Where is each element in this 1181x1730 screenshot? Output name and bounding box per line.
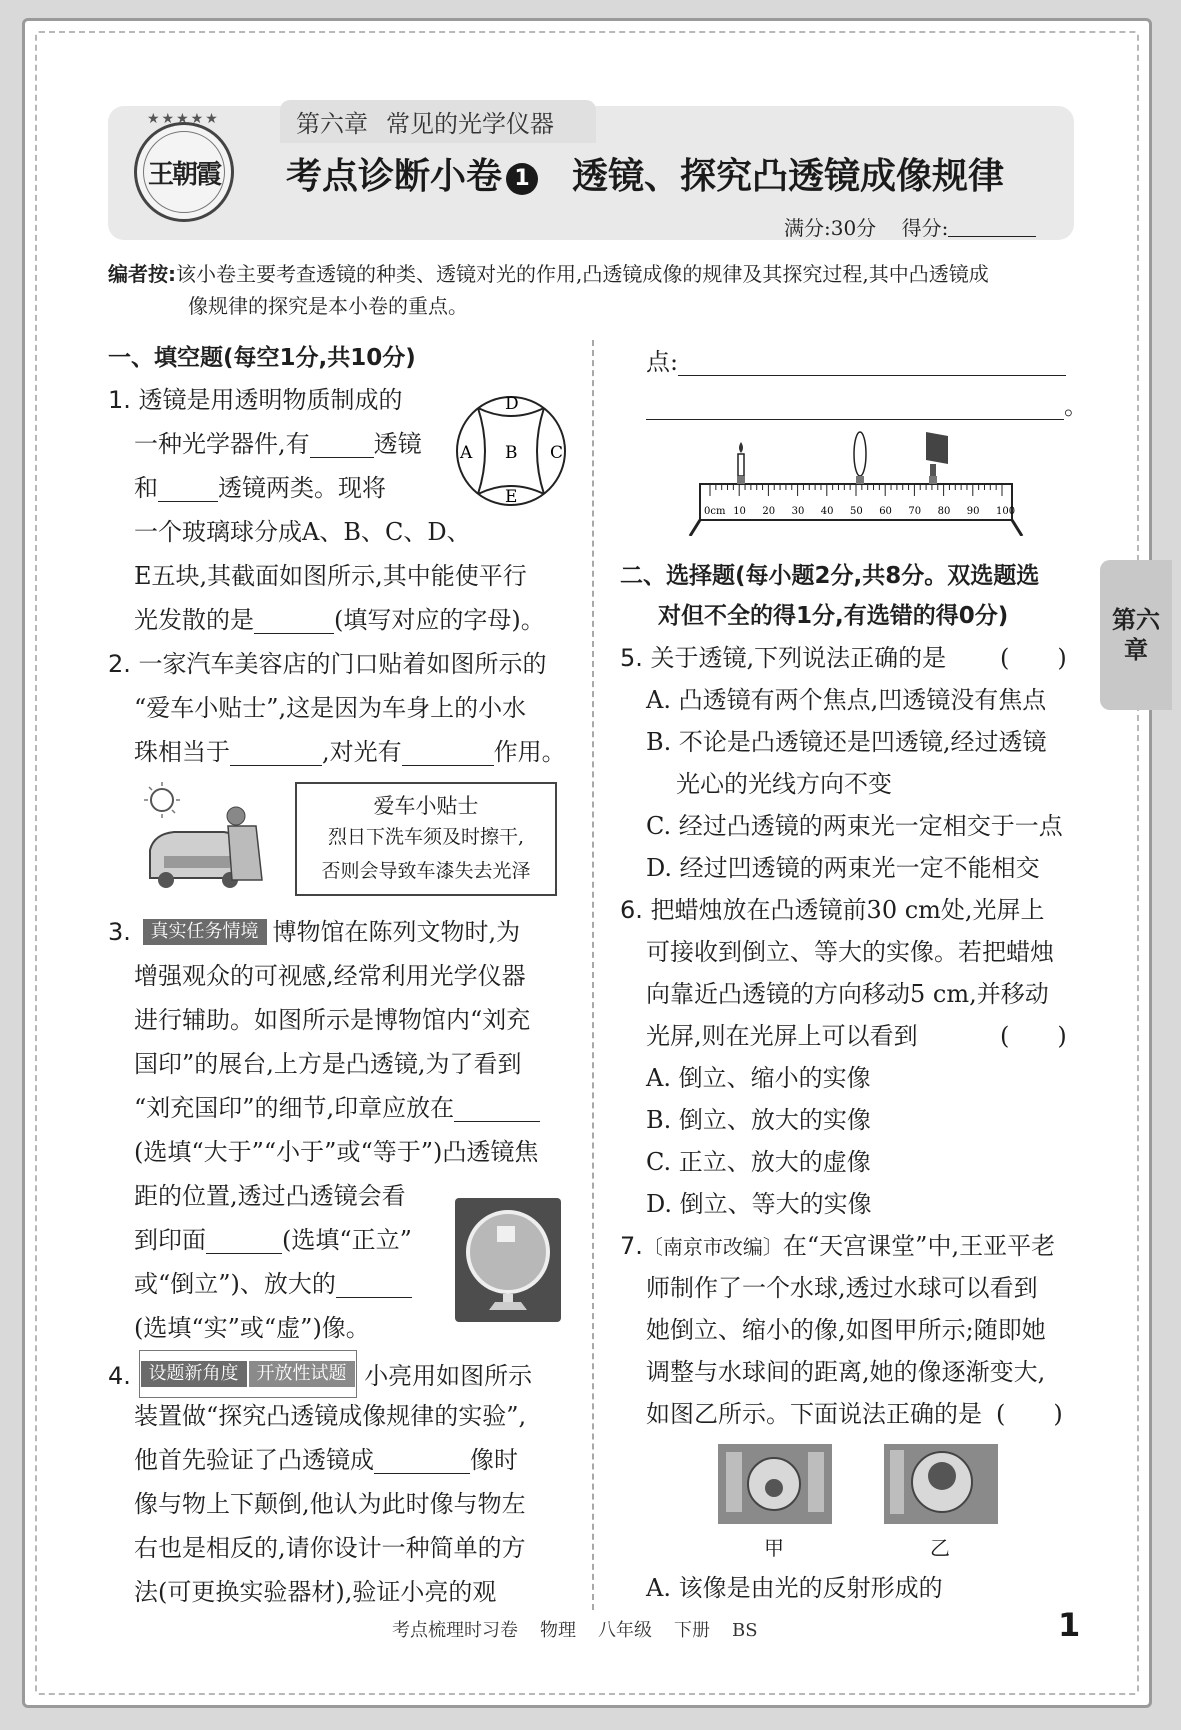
q2-line3 <box>134 730 566 774</box>
q4-right-line2 <box>646 384 1088 428</box>
full-score: 满分:30分 <box>784 216 877 240</box>
q4-line3 <box>134 1438 518 1482</box>
q4-number: 4. <box>108 1362 131 1390</box>
ruler-tick-label: 60 <box>879 506 892 517</box>
ruler-tick-label: 20 <box>762 506 776 517</box>
q1-text2b: 透镜 <box>373 430 422 458</box>
brand-logo <box>134 111 234 222</box>
optical-bench-diagram <box>686 424 1026 536</box>
q2-blank2[interactable] <box>402 736 494 766</box>
candle-icon <box>738 454 744 476</box>
side-tab-line1: 第六 <box>1112 606 1160 634</box>
label-a: A <box>460 443 473 463</box>
q4-tags <box>139 1350 357 1398</box>
q2-text3b: ,对光有 <box>322 738 402 766</box>
water-ball-photo-b <box>884 1444 998 1524</box>
q5-answer-paren[interactable]: ( ) <box>1000 644 1067 672</box>
chapter-side-tab[interactable] <box>1100 560 1172 710</box>
flame-icon <box>739 442 743 453</box>
water-ball-photo-a <box>718 1444 832 1524</box>
q4-right-line1 <box>646 340 1066 384</box>
q6-line4: 光屏,则在光屏上可以看到 <box>646 1022 918 1050</box>
q5-option-b-cont: 光心的光线方向不变 <box>676 770 892 798</box>
q1-blank2[interactable] <box>158 472 218 502</box>
editor-note-line1: 该小卷主要考查透镜的种类、透镜对光的作用,凸透镜成像的规律及其探究过程,其中凸透镜成 <box>176 262 989 286</box>
q6-line2: 可接收到倒立、等大的实像。若把蜡烛 <box>646 938 1054 966</box>
q2-text3a: 珠相当于 <box>134 738 230 766</box>
quiz-title-topic: 透镜、探究凸透镜成像规律 <box>572 156 1005 197</box>
q5-option-c[interactable]: C. 经过凸透镜的两束光一定相交于一点 <box>646 812 1063 840</box>
q4-text-r1: 点: <box>646 348 679 376</box>
side-tab-line2: 章 <box>1124 636 1148 664</box>
convex-lens-icon <box>854 432 866 476</box>
q1-text6a: 光发散的是 <box>134 606 254 634</box>
q3-text1: 博物馆在陈列文物时,为 <box>272 918 521 946</box>
q4-tag1: 设题新角度 <box>141 1361 247 1387</box>
q3-line5 <box>134 1086 540 1130</box>
astronaut-image-b <box>884 1444 998 1524</box>
q3-line2: 增强观众的可视感,经常利用光学仪器 <box>134 962 526 990</box>
footer-volume: 下册 <box>674 1620 710 1641</box>
q7-line4: 调整与水球间的距离,她的像逐渐变大, <box>646 1358 1046 1386</box>
q6-option-d[interactable]: D. 倒立、等大的实像 <box>646 1190 872 1218</box>
editor-note-label: 编者按: <box>108 262 176 286</box>
q1-text3a: 和 <box>134 474 158 502</box>
q3-blank2[interactable] <box>206 1224 282 1254</box>
page-title <box>286 148 1004 199</box>
q5-stem <box>620 636 946 680</box>
q4-line2: 装置做“探究凸透镜成像规律的实验”, <box>134 1402 527 1430</box>
q6-line1 <box>620 888 1045 932</box>
logo-text: 王朝霞 <box>147 159 220 190</box>
q4-text3a: 他首先验证了凸透镜成 <box>134 1446 374 1474</box>
tip-title: 爱车小贴士 <box>373 794 479 818</box>
q5-option-d[interactable]: D. 经过凹透镜的两束光一定不能相交 <box>646 854 1040 882</box>
ruler-tick-label: 40 <box>820 506 834 517</box>
score-label: 得分: <box>901 216 949 240</box>
museum-seal-photo <box>455 1198 561 1322</box>
q7-number: 7. <box>620 1232 643 1260</box>
q3-blank3[interactable] <box>336 1268 412 1298</box>
q3-tag: 真实任务情境 <box>143 919 267 945</box>
quiz-title-prefix: 考点诊断小卷 <box>286 156 503 197</box>
q1-line4: 一个玻璃球分成A、B、C、D、 <box>134 518 471 546</box>
q6-option-a[interactable]: A. 倒立、缩小的实像 <box>646 1064 871 1092</box>
q4-text-r2end: 。 <box>1064 392 1088 420</box>
q6-option-c[interactable]: C. 正立、放大的虚像 <box>646 1148 871 1176</box>
q1-line1 <box>108 378 403 422</box>
ruler-tick-label: 50 <box>850 506 863 517</box>
q1-text6b: (填写对应的字母)。 <box>334 606 545 634</box>
ruler-tick-label: 0cm <box>704 506 726 517</box>
page-footer <box>392 1616 780 1642</box>
astronaut-image-a <box>718 1444 832 1524</box>
editor-note-line2: 像规律的探究是本小卷的重点。 <box>188 294 468 318</box>
q1-line5: E五块,其截面如图所示,其中能使平行 <box>134 562 527 590</box>
q3-text9a: 或“倒立”)、放大的 <box>134 1270 336 1298</box>
q2-line2: “爱车小贴士”,这是因为车身上的小水 <box>134 694 527 722</box>
q1-text3b: 透镜两类。现将 <box>218 474 386 502</box>
ruler-tick-label: 10 <box>733 506 746 517</box>
footer-grade: 八年级 <box>598 1620 652 1641</box>
label-b: B <box>505 443 518 463</box>
page-number: 1 <box>1058 1606 1081 1644</box>
car-washing-illustration <box>140 780 270 892</box>
q1-text2a: 一种光学器件,有 <box>134 430 310 458</box>
q3-text8b: (选填“正立” <box>282 1226 412 1254</box>
score-blank[interactable] <box>948 219 1036 237</box>
section1-title: 一、填空题(每空1分,共10分) <box>108 345 416 371</box>
q4-line5: 右也是相反的,请你设计一种简单的方 <box>134 1534 526 1562</box>
q3-line8 <box>134 1218 412 1262</box>
q5-option-b[interactable]: B. 不论是凸透镜还是凹透镜,经过透镜 <box>646 728 1047 756</box>
q6-text1: 把蜡烛放在凸透镜前30 cm处,光屏上 <box>650 896 1045 924</box>
ruler-tick-label: 90 <box>966 506 980 517</box>
q2-number: 2. <box>108 650 131 678</box>
q3-number: 3. <box>108 918 131 946</box>
q3-line6: (选填“大于”“小于”或“等于”)凸透镜焦 <box>134 1138 539 1166</box>
label-d: D <box>505 394 519 414</box>
q3-text5: “刘充国印”的细节,印章应放在 <box>134 1094 455 1122</box>
magnifier-icon <box>455 1198 561 1322</box>
ruler-tick-label: 30 <box>791 506 805 517</box>
q4-answer-blank1[interactable] <box>678 346 1066 376</box>
q6-line3: 向靠近凸透镜的方向移动5 cm,并移动 <box>646 980 1049 1008</box>
light-screen-icon <box>926 432 948 464</box>
label-e: E <box>505 487 518 507</box>
q5-option-a[interactable]: A. 凸透镜有两个焦点,凹透镜没有焦点 <box>646 686 1047 714</box>
q5-number: 5. <box>620 644 643 672</box>
q7-line2: 师制作了一个水球,透过水球可以看到 <box>646 1274 1038 1302</box>
q6-answer-paren[interactable]: ( ) <box>1000 1022 1067 1050</box>
q7-line1 <box>620 1224 1055 1269</box>
q4-line6: 法(可更换实验器材),验证小亮的观 <box>134 1578 497 1606</box>
q7-line3: 她倒立、缩小的像,如图甲所示;随即她 <box>646 1316 1046 1344</box>
q1-line6 <box>134 598 545 642</box>
q1-line2 <box>134 422 422 466</box>
editor-note <box>108 258 1078 322</box>
footer-subject: 物理 <box>540 1620 576 1641</box>
q3-line9 <box>134 1262 412 1306</box>
column-divider <box>592 340 594 1610</box>
q6-number: 6. <box>620 896 643 924</box>
q1-blank3[interactable] <box>254 604 334 634</box>
chapter-tab <box>280 100 596 143</box>
q2-text1: 一家汽车美容店的门口贴着如图所示的 <box>138 650 547 678</box>
q7-source: 〔南京市改编〕 <box>642 1235 783 1259</box>
ruler-tick-label: 80 <box>937 506 951 517</box>
q3-line10: (选填“实”或“虚”)像。 <box>134 1314 370 1342</box>
ruler-tick-label: 100 <box>996 506 1016 517</box>
section2-title-line2: 对但不全的得1分,有选错的得0分) <box>658 603 1009 629</box>
q3-line7: 距的位置,透过凸透镜会看 <box>134 1182 406 1210</box>
q4-answer-blank2[interactable] <box>646 390 1064 420</box>
q4-text3b: 像时 <box>470 1446 518 1474</box>
q3-text8a: 到印面 <box>134 1226 206 1254</box>
logo-stars-icon: ★★★★★ <box>147 111 220 127</box>
footer-edition: BS <box>732 1620 758 1641</box>
q2-text3c: 作用。 <box>493 738 566 766</box>
q7-line5: 如图乙所示。下面说法正确的是 <box>646 1400 982 1428</box>
q7-text1: 在“天宫课堂”中,王亚平老 <box>782 1232 1056 1260</box>
q7-answer-paren[interactable]: ( ) <box>996 1400 1063 1428</box>
section2-title-line1: 二、选择题(每小题2分,共8分。双选题选 <box>620 563 1040 589</box>
q4-line4: 像与物上下颠倒,他认为此时像与物左 <box>134 1490 526 1518</box>
q1-line3 <box>134 466 386 510</box>
q3-blank1[interactable] <box>454 1092 540 1122</box>
footer-book: 考点梳理时习卷 <box>392 1620 518 1641</box>
tip-line2: 否则会导致车漆失去光泽 <box>321 860 531 882</box>
q4-line1 <box>108 1350 532 1398</box>
q4-blank1[interactable] <box>374 1444 470 1474</box>
car-tip-poster <box>295 782 557 896</box>
q2-blank1[interactable] <box>230 736 322 766</box>
caption-yi: 乙 <box>930 1536 950 1560</box>
q4-tag2: 开放性试题 <box>249 1361 355 1387</box>
glass-ball-diagram <box>452 394 570 508</box>
q2-line1 <box>108 642 547 686</box>
q3-line3: 进行辅助。如图所示是博物馆内“刘充 <box>134 1006 531 1034</box>
tip-line1: 烈日下洗车须及时擦干, <box>327 826 525 848</box>
q3-line4: 国印”的展台,上方是凸透镜,为了看到 <box>134 1050 522 1078</box>
score-line <box>784 212 1036 241</box>
q3-line1 <box>108 910 520 954</box>
q1-number: 1. <box>108 386 131 414</box>
q5-text: 关于透镜,下列说法正确的是 <box>650 644 947 672</box>
q1-blank1[interactable] <box>310 428 374 458</box>
q4-text1: 小亮用如图所示 <box>364 1362 533 1390</box>
chapter-label: 第六章 <box>296 110 368 138</box>
caption-jia: 甲 <box>764 1536 784 1560</box>
q6-option-b[interactable]: B. 倒立、放大的实像 <box>646 1106 871 1134</box>
quiz-number-badge: 1 <box>506 163 538 195</box>
chapter-title: 常见的光学仪器 <box>386 110 554 138</box>
q7-option-a[interactable]: A. 该像是由光的反射形成的 <box>646 1574 943 1602</box>
ruler-tick-label: 70 <box>908 506 922 517</box>
label-c: C <box>550 443 564 463</box>
q1-text1: 透镜是用透明物质制成的 <box>138 386 403 414</box>
